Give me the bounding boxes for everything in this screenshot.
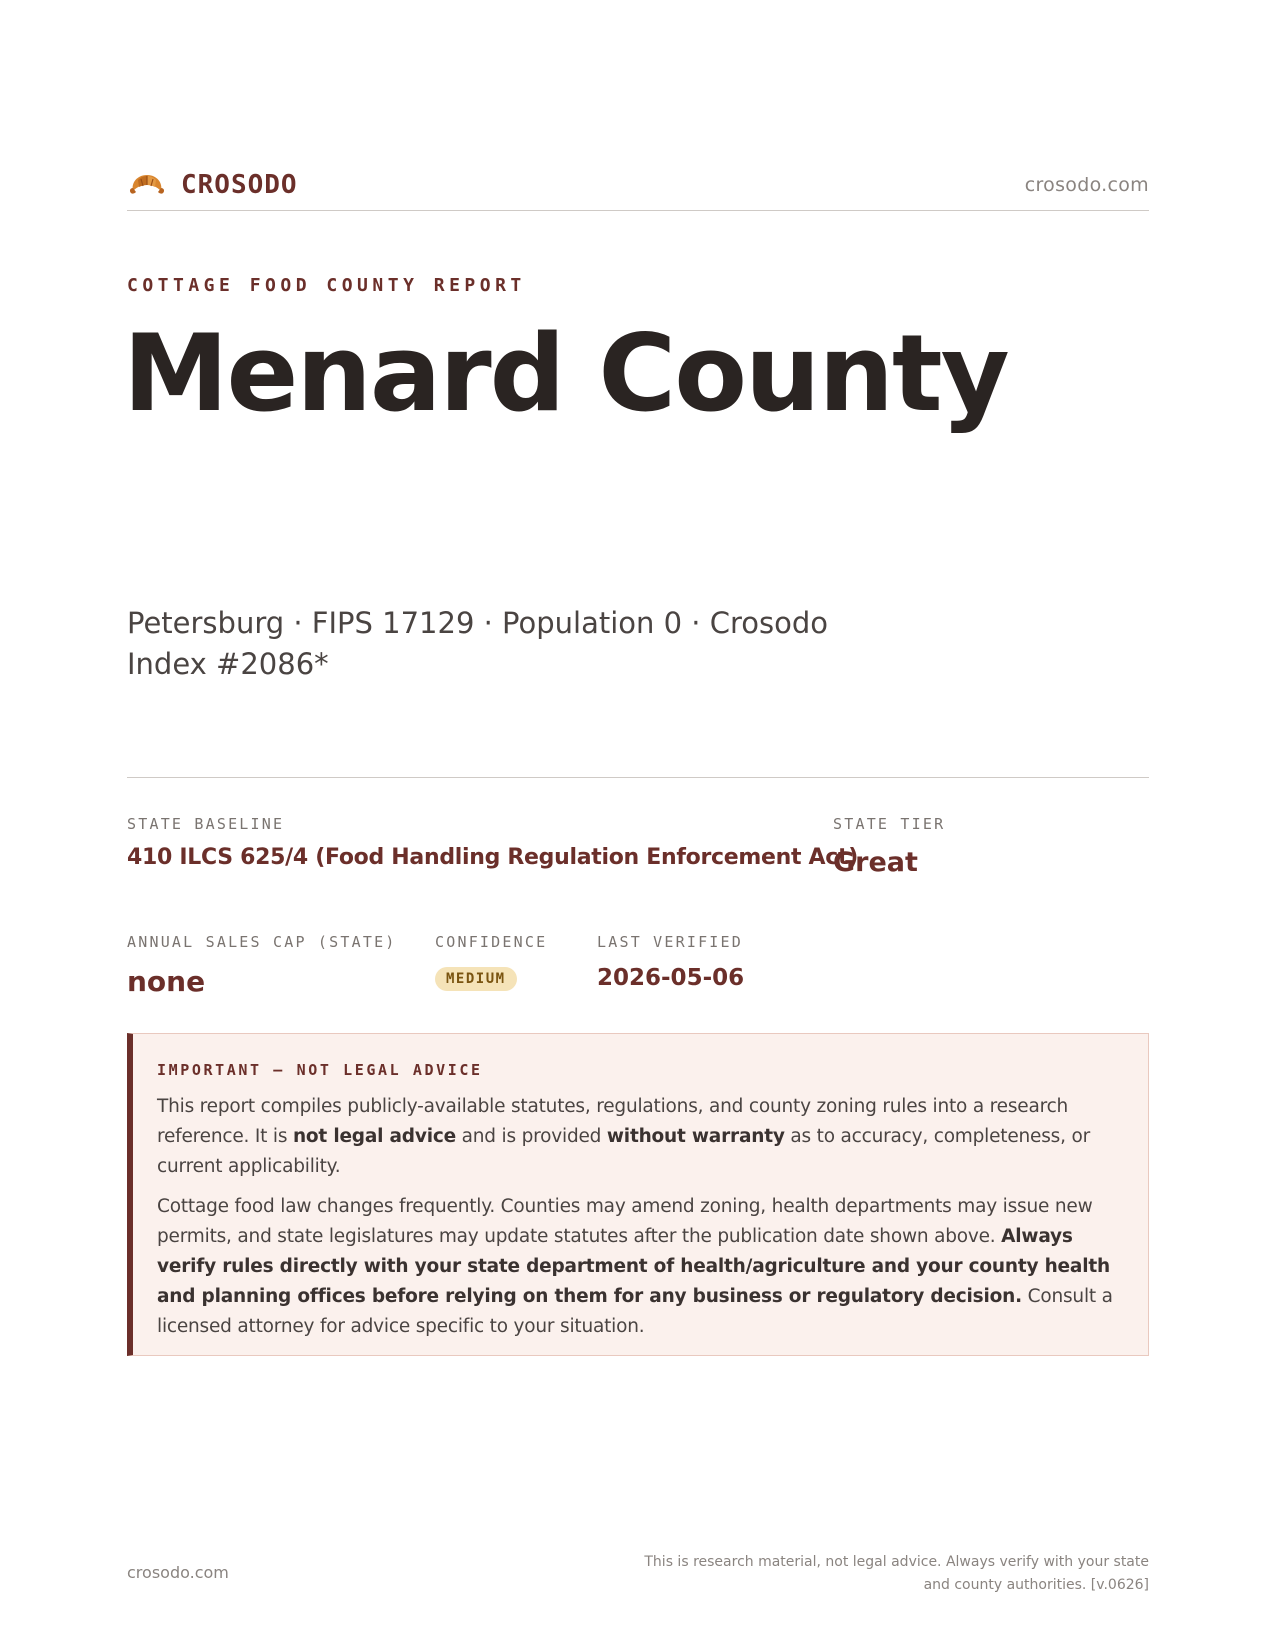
- last-verified-label: LAST VERIFIED: [597, 933, 743, 951]
- notice-paragraph-2: [157, 1192, 1124, 1342]
- section-divider: [127, 777, 1149, 778]
- page-title: Menard County: [123, 312, 1008, 435]
- notice-text: as to accuracy, completeness, or current applicability.: [157, 1126, 1091, 1177]
- page-header: [127, 160, 1149, 210]
- site-url[interactable]: crosodo.com: [1024, 174, 1149, 196]
- brand-name: CROSODO: [181, 170, 298, 200]
- sales-cap-value: none: [127, 965, 206, 998]
- confidence-badge: MEDIUM: [435, 967, 517, 991]
- confidence-label: CONFIDENCE: [435, 933, 548, 951]
- report-subtitle: Petersburg · FIPS 17129 · Population 0 · Crosodo Index #2086*: [127, 606, 829, 681]
- notice-emphasis: without warranty: [606, 1126, 785, 1147]
- last-verified-value: 2026-05-06: [597, 965, 745, 991]
- brand[interactable]: [127, 167, 298, 203]
- sales-cap-field: [127, 933, 397, 998]
- state-baseline-label: STATE BASELINE: [127, 815, 285, 833]
- notice-emphasis: not legal advice: [292, 1126, 456, 1147]
- state-tier-value: Great: [833, 847, 918, 878]
- sales-cap-label: ANNUAL SALES CAP (STATE): [127, 933, 397, 951]
- notice-text: and is provided: [455, 1126, 607, 1147]
- legal-notice: [127, 1033, 1149, 1356]
- notice-text: This report compiles publicly-available statutes, regulations, and county zoning rules into a research reference. It is: [157, 1096, 1069, 1147]
- notice-text: Consult a licensed attorney for advice specific to your situation.: [157, 1286, 1113, 1337]
- state-tier-field: [833, 815, 945, 878]
- report-page: [123, 0, 1149, 1650]
- notice-emphasis: Always verify rules directly with your state department of health/agriculture and your county health and planning offices before relying on them for any business or regulatory decision.: [157, 1226, 1110, 1307]
- footer-disclaimer: This is research material, not legal advice. Always verify with your state and county authorities. [v.0626]: [644, 1554, 1149, 1593]
- state-tier-label: STATE TIER: [833, 815, 946, 833]
- notice-text: Cottage food law changes frequently. Counties may amend zoning, health departments may issue new permits, and state legislatures may update statutes after the publication date shown above.: [157, 1196, 1093, 1247]
- croissant-icon: [127, 167, 167, 203]
- notice-title: IMPORTANT — NOT LEGAL ADVICE: [157, 1061, 483, 1079]
- state-baseline-field: [127, 815, 858, 870]
- report-eyebrow: COTTAGE FOOD COUNTY REPORT: [127, 275, 526, 296]
- notice-paragraph-1: [157, 1092, 1124, 1182]
- state-baseline-value: 410 ILCS 625/4 (Food Handling Regulation Enforcement Act): [127, 845, 858, 870]
- last-verified-field: [597, 933, 744, 991]
- footer-url[interactable]: crosodo.com: [127, 1563, 229, 1582]
- confidence-field: [435, 933, 547, 991]
- header-divider: [127, 210, 1149, 211]
